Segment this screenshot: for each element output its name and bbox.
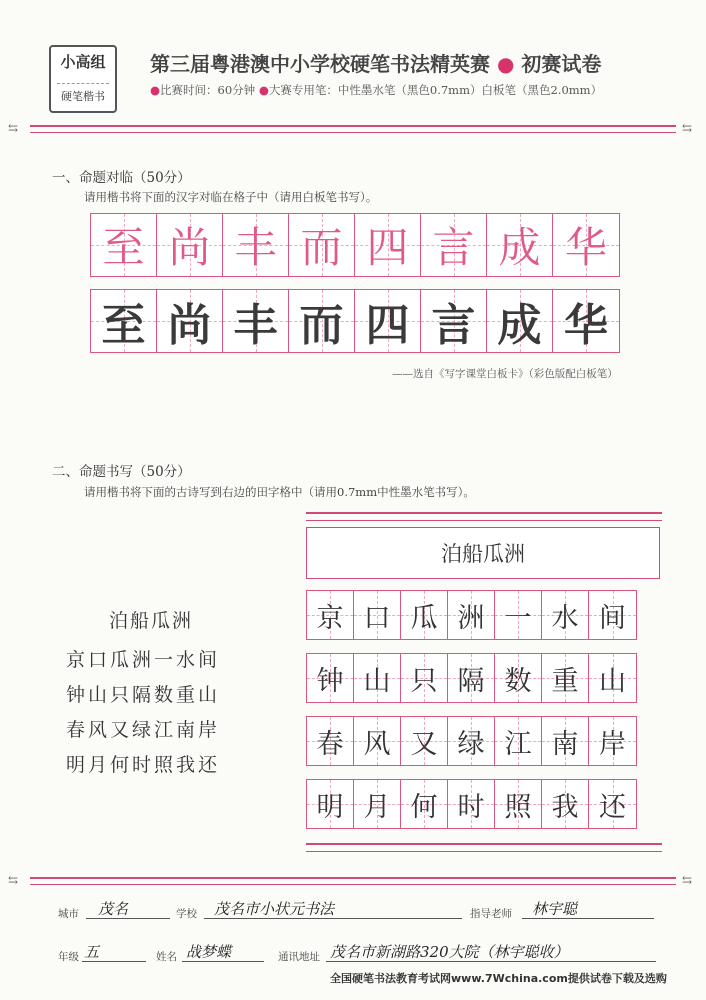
written-title-box	[306, 527, 660, 579]
grade-label: 年级	[58, 951, 79, 963]
time-info: 比赛时间：60分钟	[160, 83, 256, 97]
handwritten-char: 水	[551, 602, 579, 634]
group-badge	[49, 45, 117, 113]
section1-heading: 一、命题对临（50分）	[52, 170, 191, 186]
model-char-cell	[487, 214, 553, 276]
handwritten-char: 钟	[316, 665, 344, 697]
written-char: 尚	[167, 300, 212, 351]
pen-info: 大赛专用笔：中性墨水笔（黑色0.7mm）白板笔（黑色2.0mm）	[268, 83, 603, 97]
handwritten-char: 山	[363, 665, 391, 697]
handwritten-char: 何	[410, 791, 438, 823]
bar-cap-right-icon: ⇆	[682, 121, 693, 135]
written-char-cell[interactable]	[487, 290, 553, 352]
city-label: 城市	[58, 908, 79, 920]
model-char: 成	[498, 223, 541, 272]
tianzige-cell[interactable]	[542, 780, 589, 828]
written-char: 华	[564, 300, 608, 351]
tianzige-cell[interactable]	[401, 591, 448, 639]
tianzige-cell[interactable]	[589, 780, 636, 828]
exam-subtitle	[150, 82, 602, 98]
model-char: 言	[432, 223, 475, 272]
bullet-icon: ●	[150, 83, 161, 97]
handwritten-char: 绿	[457, 728, 485, 760]
handwritten-char: 我	[551, 791, 579, 823]
tianzige-cell[interactable]	[542, 717, 589, 765]
model-char-cell	[421, 214, 487, 276]
badge-style-label: 硬笔楷书	[57, 83, 109, 104]
bullet-icon: ●	[258, 83, 269, 97]
tianzige-cell[interactable]	[307, 654, 354, 702]
model-char-cell	[157, 214, 223, 276]
grade-underline	[82, 961, 146, 962]
written-char: 而	[299, 300, 344, 351]
tianzige-cell[interactable]	[495, 717, 542, 765]
written-poem-title: 泊船瓜洲	[441, 542, 525, 566]
badge-group-label: 小高组	[60, 53, 106, 71]
tianzige-cell[interactable]	[448, 654, 495, 702]
name-value[interactable]: 战梦蝶	[186, 943, 232, 961]
answer-frame-bottom-bar	[306, 843, 662, 852]
handwritten-char: 江	[504, 728, 532, 760]
footer-note: 全国硬笔书法教育考试网www.7Wchina.com提供试卷下载及选购	[330, 972, 667, 985]
tianzige-row	[306, 716, 637, 766]
handwritten-char: 间	[599, 602, 626, 634]
tianzige-cell[interactable]	[307, 717, 354, 765]
poem-body	[66, 645, 220, 785]
handwritten-char: 风	[363, 728, 391, 760]
model-char: 四	[366, 223, 409, 272]
handwritten-char: 明	[316, 791, 344, 823]
written-char-cell[interactable]	[157, 290, 223, 352]
written-char-cell[interactable]	[91, 290, 157, 352]
tianzige-cell[interactable]	[542, 591, 589, 639]
tianzige-row	[306, 590, 637, 640]
handwritten-char: 京	[316, 602, 344, 634]
poem-line: 钟山只隔数重山	[66, 684, 221, 706]
poem-line: 春风又绿江南岸	[66, 719, 221, 741]
model-char: 至	[102, 223, 145, 272]
divider-bar-bottom	[30, 877, 676, 885]
bar-cap-right-icon: ⇆	[682, 873, 693, 887]
handwritten-char: 还	[599, 791, 626, 823]
tianzige-cell[interactable]	[354, 717, 401, 765]
city-value[interactable]: 茂名	[98, 900, 129, 918]
handwritten-char: 时	[457, 791, 485, 823]
written-char-cell[interactable]	[289, 290, 355, 352]
model-char-cell	[355, 214, 421, 276]
written-char-cell[interactable]	[553, 290, 619, 352]
handwritten-char: 口	[363, 602, 391, 634]
school-value[interactable]: 茂名市小状元书法	[214, 900, 335, 918]
written-char: 至	[101, 300, 146, 351]
bar-cap-left-icon: ⇆	[8, 873, 19, 887]
city-underline	[86, 918, 170, 919]
tianzige-cell[interactable]	[354, 591, 401, 639]
handwritten-char: 照	[504, 791, 532, 823]
teacher-label: 指导老师	[470, 908, 512, 920]
title-dot-icon: ●	[490, 52, 522, 76]
handwritten-char: 岸	[599, 728, 626, 760]
section1-instruction: 请用楷书将下面的汉字对临在格子中（请用白板笔书写）。	[84, 190, 378, 204]
tianzige-cell[interactable]	[354, 780, 401, 828]
written-char: 丰	[233, 300, 278, 351]
tianzige-cell[interactable]	[401, 654, 448, 702]
divider-bar-top	[30, 125, 676, 133]
name-label: 姓名	[156, 951, 177, 963]
exam-title	[150, 48, 601, 77]
tianzige-row	[306, 779, 637, 829]
tianzige-cell[interactable]	[495, 591, 542, 639]
tianzige-cell[interactable]	[589, 591, 636, 639]
written-char-cell[interactable]	[355, 290, 421, 352]
tianzige-cell[interactable]	[448, 717, 495, 765]
exam-title-main: 第三届粤港澳中小学校硬笔书法精英赛	[150, 52, 490, 76]
written-char-grid	[90, 289, 620, 353]
model-char-cell	[223, 214, 289, 276]
tianzige-cell[interactable]	[307, 591, 354, 639]
handwritten-char: 一	[504, 602, 532, 634]
poem-line: 京口瓜洲一水间	[66, 649, 221, 671]
tianzige-cell[interactable]	[401, 717, 448, 765]
written-char-cell[interactable]	[223, 290, 289, 352]
handwritten-char: 南	[551, 728, 579, 760]
model-char-grid	[90, 213, 620, 277]
written-char: 四	[365, 300, 410, 351]
tianzige-cell[interactable]	[401, 780, 448, 828]
tianzige-cell[interactable]	[542, 654, 589, 702]
grade-value[interactable]: 五	[84, 943, 100, 961]
handwritten-char: 山	[599, 665, 626, 697]
handwritten-char: 洲	[457, 602, 485, 634]
poem-title: 泊船瓜洲	[109, 610, 194, 632]
tianzige-cell[interactable]	[589, 717, 636, 765]
section2-heading: 二、命题书写（50分）	[52, 464, 191, 480]
teacher-underline	[522, 918, 654, 919]
model-char: 而	[300, 223, 343, 272]
model-char: 华	[564, 223, 607, 272]
model-char-cell	[553, 214, 619, 276]
model-char-cell	[91, 214, 157, 276]
written-char-cell[interactable]	[421, 290, 487, 352]
model-char: 丰	[234, 223, 277, 272]
teacher-value[interactable]: 林宇聪	[532, 900, 578, 918]
tianzige-cell[interactable]	[495, 654, 542, 702]
tianzige-cell[interactable]	[354, 654, 401, 702]
tianzige-cell[interactable]	[307, 780, 354, 828]
bar-cap-left-icon: ⇆	[8, 121, 19, 135]
model-char: 尚	[168, 223, 211, 272]
answer-frame-top-bar	[306, 512, 662, 521]
handwritten-char: 瓜	[410, 602, 438, 634]
handwritten-char: 春	[316, 728, 344, 760]
address-value[interactable]: 茂名市新湖路320大院（林宇聪收）	[330, 943, 569, 961]
tianzige-row	[306, 653, 637, 703]
section2-instruction: 请用楷书将下面的古诗写到右边的田字格中（请用0.7mm中性墨水笔书写）。	[84, 485, 475, 499]
tianzige-grid	[306, 590, 637, 829]
tianzige-cell[interactable]	[495, 780, 542, 828]
handwritten-char: 重	[551, 665, 579, 697]
exam-title-suffix: 初赛试卷	[521, 52, 602, 76]
model-char-cell	[289, 214, 355, 276]
name-underline	[182, 961, 264, 962]
school-underline	[204, 918, 462, 919]
written-char: 言	[431, 300, 476, 351]
address-label: 通讯地址	[278, 951, 320, 963]
tianzige-cell[interactable]	[448, 591, 495, 639]
address-underline	[326, 961, 656, 962]
source-note: ——选自《写字课堂白板卡》（彩色版配白板笔）	[392, 368, 618, 380]
school-label: 学校	[176, 908, 197, 920]
written-char: 成	[497, 300, 542, 351]
handwritten-char: 又	[410, 728, 438, 760]
handwritten-char: 只	[410, 665, 438, 697]
handwritten-char: 隔	[457, 665, 485, 697]
handwritten-char: 月	[363, 791, 391, 823]
handwritten-char: 数	[504, 665, 532, 697]
poem-line: 明月何时照我还	[66, 754, 221, 776]
tianzige-cell[interactable]	[589, 654, 636, 702]
tianzige-cell[interactable]	[448, 780, 495, 828]
